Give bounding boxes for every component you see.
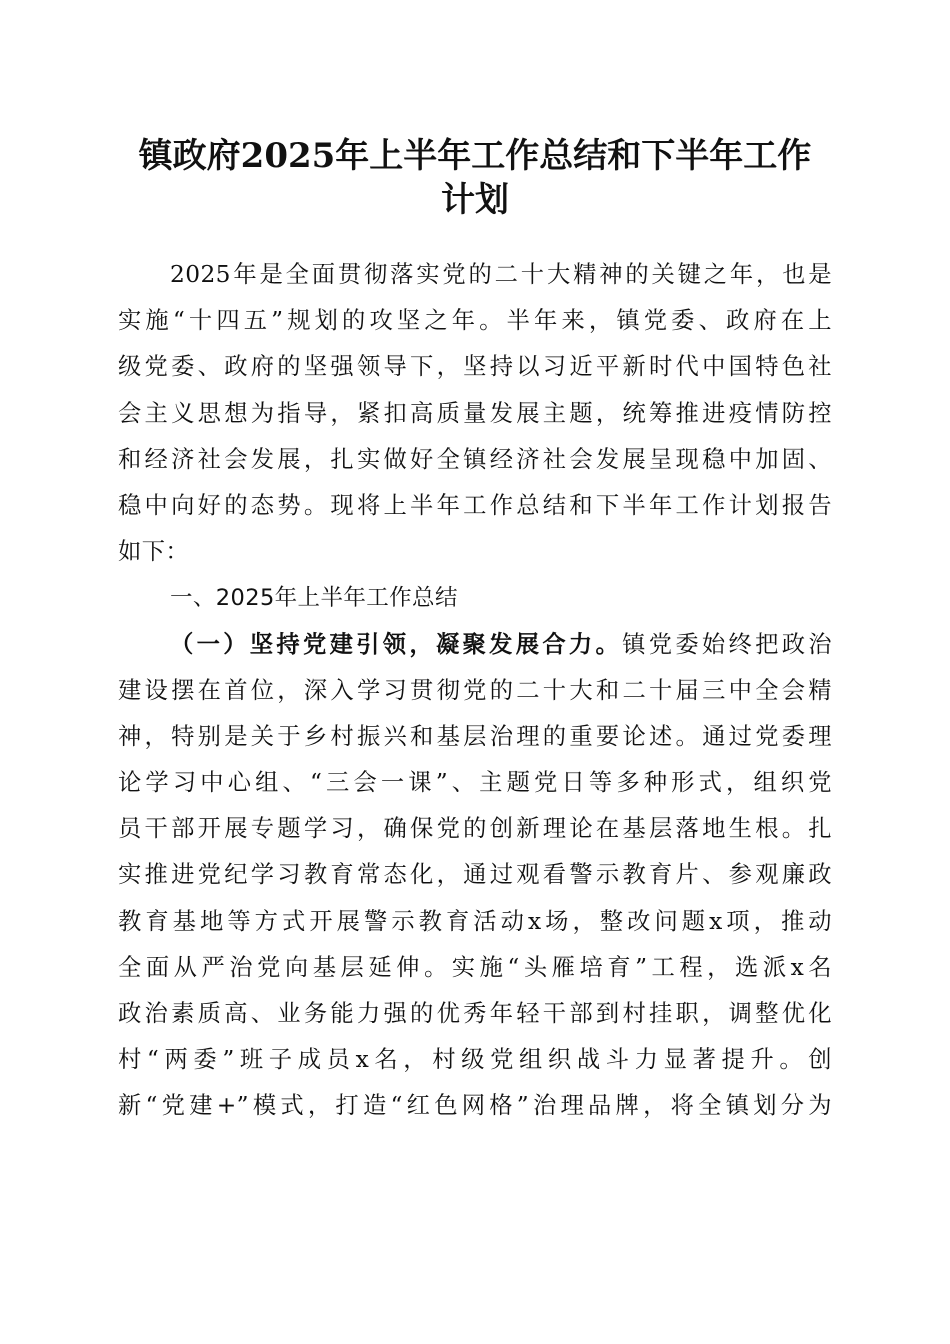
subsection-first-rest: 镇党委始终把政治	[622, 630, 832, 658]
subsection-line: 政治素质高、业务能力强的优秀年轻干部到村挂职，调整优化	[118, 1000, 832, 1027]
document-body	[118, 252, 832, 1130]
subsection-line: 实推进党纪学习教育常态化，通过观看警示教育片、参观廉政	[118, 861, 832, 889]
intro-line: 级党委、政府的坚强领导下，坚持以习近平新时代中国特色社	[118, 353, 832, 381]
subsection-line: 神，特别是关于乡村振兴和基层治理的重要论述。通过党委理	[118, 722, 832, 750]
intro-line: 稳中向好的态势。现将上半年工作总结和下半年工作计划报告	[118, 491, 832, 519]
subsection-line: 全面从严治党向基层延伸。实施“头雁培育”工程，选派x名	[118, 953, 832, 981]
subsection-line: 员干部开展专题学习，确保党的创新理论在基层落地生根。扎	[118, 815, 832, 843]
intro-line: 如下：	[118, 538, 190, 566]
subsection-first-line	[118, 622, 832, 668]
intro-line: 和经济社会发展，扎实做好全镇经济社会发展呈现稳中加固、	[118, 445, 832, 473]
subsection-lead: （一）坚持党建引领，凝聚发展合力。	[170, 630, 623, 658]
subsection-line: 教育基地等方式开展警示教育活动x场，整改问题x项，推动	[118, 907, 832, 935]
document-title-line-2: 计划	[441, 180, 509, 220]
subsection-line: 新“党建+”模式，打造“红色网格”治理品牌，将全镇划分为	[118, 1092, 832, 1120]
section-heading: 一、2025年上半年工作总结	[170, 585, 458, 612]
document-title-line-1: 镇政府2025年上半年工作总结和下半年工作	[138, 136, 812, 176]
intro-line: 实施“十四五”规划的攻坚之年。半年来，镇党委、政府在上	[118, 307, 832, 335]
subsection-line: 村“两委”班子成员x名，村级党组织战斗力显著提升。创	[118, 1046, 832, 1074]
subsection-line: 建设摆在首位，深入学习贯彻党的二十大和二十届三中全会精	[118, 676, 832, 704]
intro-line: 会主义思想为指导，紧扣高质量发展主题，统筹推进疫情防控	[118, 399, 832, 427]
intro-line: 2025年是全面贯彻落实党的二十大精神的关键之年，也是	[170, 261, 832, 288]
subsection-line: 论学习中心组、“三会一课”、主题党日等多种形式，组织党	[118, 769, 832, 797]
